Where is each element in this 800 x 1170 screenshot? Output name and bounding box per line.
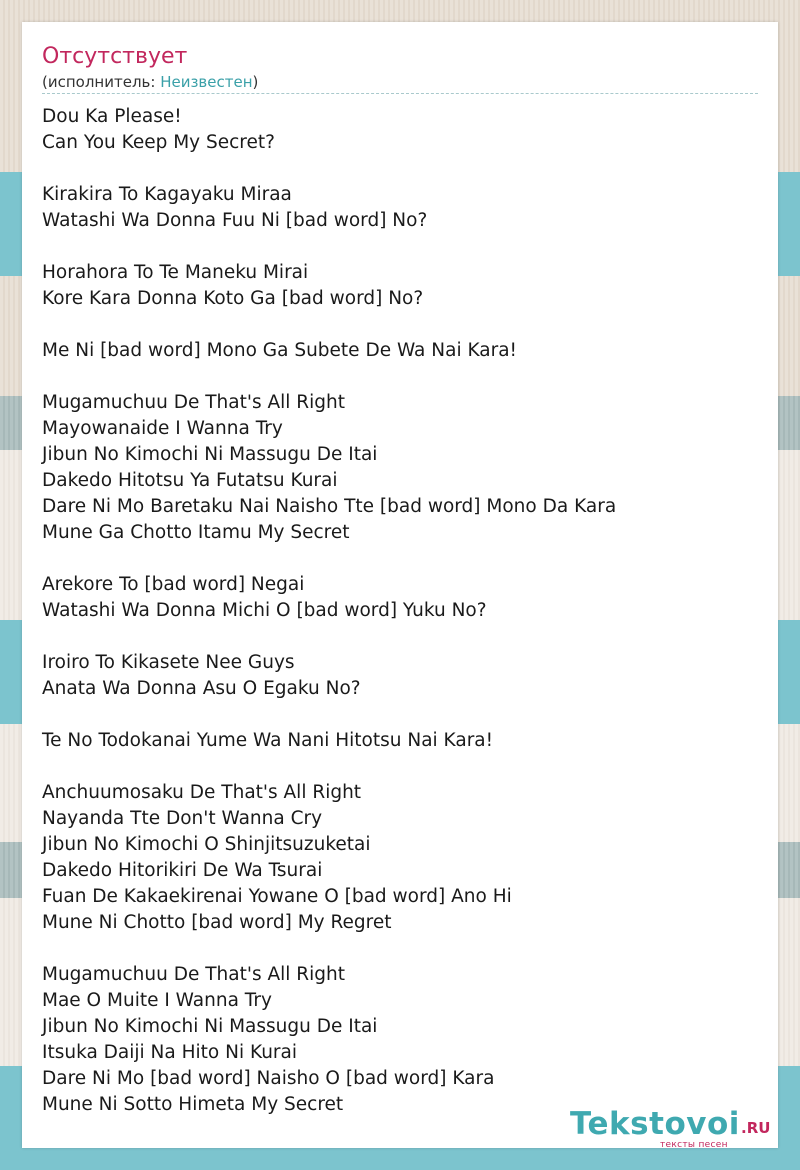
artist-link[interactable]: Неизвестен bbox=[160, 73, 253, 91]
lyric-line: Watashi Wa Donna Michi O [bad word] Yuku No? bbox=[42, 600, 487, 621]
lyric-line: Te No Todokanai Yume Wa Nani Hitotsu Nai Kara! bbox=[42, 730, 494, 751]
lyric-line: Mugamuchuu De That's All Right bbox=[42, 964, 346, 985]
lyric-line: Mune Ga Chotto Itamu My Secret bbox=[42, 522, 350, 543]
lyric-line: Nayanda Tte Don't Wanna Cry bbox=[42, 808, 323, 829]
lyric-line: Dakedo Hitorikiri De Wa Tsurai bbox=[42, 860, 323, 881]
logo-tagline: тексты песен bbox=[660, 1140, 728, 1150]
lyric-line: Can You Keep My Secret? bbox=[42, 132, 275, 153]
lyric-line: Watashi Wa Donna Fuu Ni [bad word] No? bbox=[42, 210, 428, 231]
lyrics-text bbox=[42, 104, 758, 1118]
lyric-line bbox=[42, 702, 758, 728]
logo-wordmark: Tekstovoi bbox=[570, 1106, 740, 1142]
lyric-line bbox=[42, 312, 758, 338]
site-logo[interactable] bbox=[570, 1106, 780, 1154]
lyric-line: Mayowanaide I Wanna Try bbox=[42, 418, 283, 439]
artist-suffix: ) bbox=[252, 73, 259, 91]
lyric-line bbox=[42, 546, 758, 572]
lyric-line bbox=[42, 754, 758, 780]
lyric-line bbox=[42, 364, 758, 390]
lyric-line: Mugamuchuu De That's All Right bbox=[42, 392, 346, 413]
lyric-line: Kore Kara Donna Koto Ga [bad word] No? bbox=[42, 288, 424, 309]
lyric-line bbox=[42, 156, 758, 182]
lyric-line: Anata Wa Donna Asu O Egaku No? bbox=[42, 678, 361, 699]
lyric-line: Jibun No Kimochi Ni Massugu De Itai bbox=[42, 1016, 378, 1037]
logo-domain: .RU bbox=[741, 1119, 771, 1137]
lyric-line: Kirakira To Kagayaku Miraa bbox=[42, 184, 292, 205]
lyric-line: Mune Ni Sotto Himeta My Secret bbox=[42, 1094, 344, 1115]
lyric-line: Jibun No Kimochi Ni Massugu De Itai bbox=[42, 444, 378, 465]
lyrics-card bbox=[22, 22, 778, 1148]
lyric-line bbox=[42, 234, 758, 260]
lyric-line: Mae O Muite I Wanna Try bbox=[42, 990, 272, 1011]
lyric-line: Arekore To [bad word] Negai bbox=[42, 574, 305, 595]
lyric-line: Iroiro To Kikasete Nee Guys bbox=[42, 652, 295, 673]
artist-prefix: (исполнитель: bbox=[42, 73, 161, 91]
lyric-line: Horahora To Te Maneku Mirai bbox=[42, 262, 309, 283]
header-divider bbox=[42, 93, 758, 94]
lyric-line: Me Ni [bad word] Mono Ga Subete De Wa Nai Kara! bbox=[42, 340, 517, 361]
song-title: Отсутствует bbox=[42, 44, 188, 69]
lyric-line: Dare Ni Mo Baretaku Nai Naisho Tte [bad word] Mono Da Kara bbox=[42, 496, 617, 517]
lyric-line: Jibun No Kimochi O Shinjitsuzuketai bbox=[42, 834, 371, 855]
lyric-line: Mune Ni Chotto [bad word] My Regret bbox=[42, 912, 392, 933]
lyric-line bbox=[42, 936, 758, 962]
artist-line bbox=[42, 72, 258, 92]
lyric-line: Fuan De Kakaekirenai Yowane O [bad word] Ano Hi bbox=[42, 886, 512, 907]
lyric-line bbox=[42, 624, 758, 650]
lyric-line: Dare Ni Mo [bad word] Naisho O [bad word] Kara bbox=[42, 1068, 495, 1089]
lyric-line: Anchuumosaku De That's All Right bbox=[42, 782, 362, 803]
lyric-line: Dakedo Hitotsu Ya Futatsu Kurai bbox=[42, 470, 338, 491]
lyric-line: Itsuka Daiji Na Hito Ni Kurai bbox=[42, 1042, 297, 1063]
lyric-line: Dou Ka Please! bbox=[42, 106, 182, 127]
